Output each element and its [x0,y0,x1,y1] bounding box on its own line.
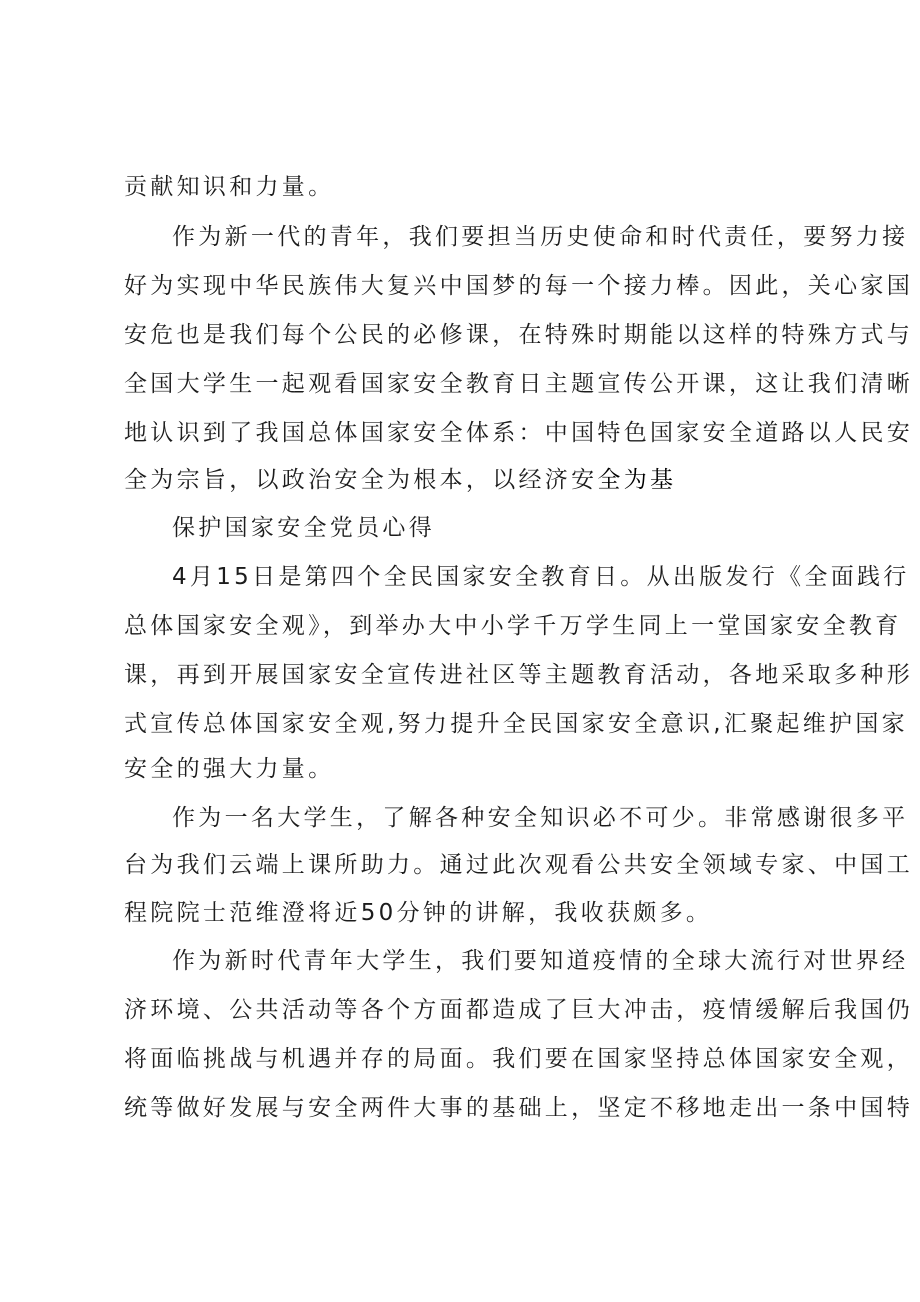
paragraph-line: 课，再到开展国家安全宣传进社区等主题教育活动，各地采取多种形 [124,662,913,688]
paragraph-line: 贡献知识和力量。 [124,174,335,200]
paragraph-line: 全国大学生一起观看国家安全教育日主题宣传公开课，这让我们清晰 [124,371,913,397]
paragraph-line: 程院院士范维澄将近50分钟的讲解，我收获颇多。 [124,900,713,926]
paragraph-line: 统等做好发展与安全两件大事的基础上，坚定不移地走出一条中国特 [124,1095,913,1121]
paragraph-line: 式宣传总体国家安全观,努力提升全民国家安全意识,汇聚起维护国家 [124,711,908,737]
paragraph-line: 台为我们云端上课所助力。通过此次观看公共安全领域专家、中国工 [124,852,913,878]
paragraph-line: 安全的强大力量。 [124,756,335,782]
paragraph-line: 好为实现中华民族伟大复兴中国梦的每一个接力棒。因此，关心家国 [124,273,913,299]
paragraph-text-dark: 全为基 [597,467,677,493]
paragraph-line [124,460,824,500]
paragraph-line: 总体国家安全观》，到举办大中小学千万学生同上一堂国家安全教育 [124,613,902,639]
paragraph-line: 济环境、公共活动等各个方面都造成了巨大冲击，疫情缓解后我国仍 [124,997,913,1023]
section-title: 保护国家安全党员心得 [172,515,435,541]
paragraph-line: 作为新一代的青年，我们要担当历史使命和时代责任，要努力接 [172,224,909,250]
paragraph-line: 安危也是我们每个公民的必修课，在特殊时期能以这样的特殊方式与 [124,322,913,348]
paragraph-line: 作为一名大学生，了解各种安全知识必不可少。非常感谢很多平 [172,805,909,831]
paragraph-line: 地认识到了我国总体国家安全体系：中国特色国家安全道路以人民安 [124,420,913,446]
paragraph-line: 作为新时代青年大学生，我们要知道疫情的全球大流行对世界经 [172,948,909,974]
paragraph-text: 全为宗旨，以政治安全为根本，以经济安 [124,467,598,493]
paragraph-line: 将面临挑战与机遇并存的局面。我们要在国家坚持总体国家安全观， [124,1046,913,1072]
paragraph-line: 4月15日是第四个全民国家安全教育日。从出版发行《全面践行 [172,564,910,590]
